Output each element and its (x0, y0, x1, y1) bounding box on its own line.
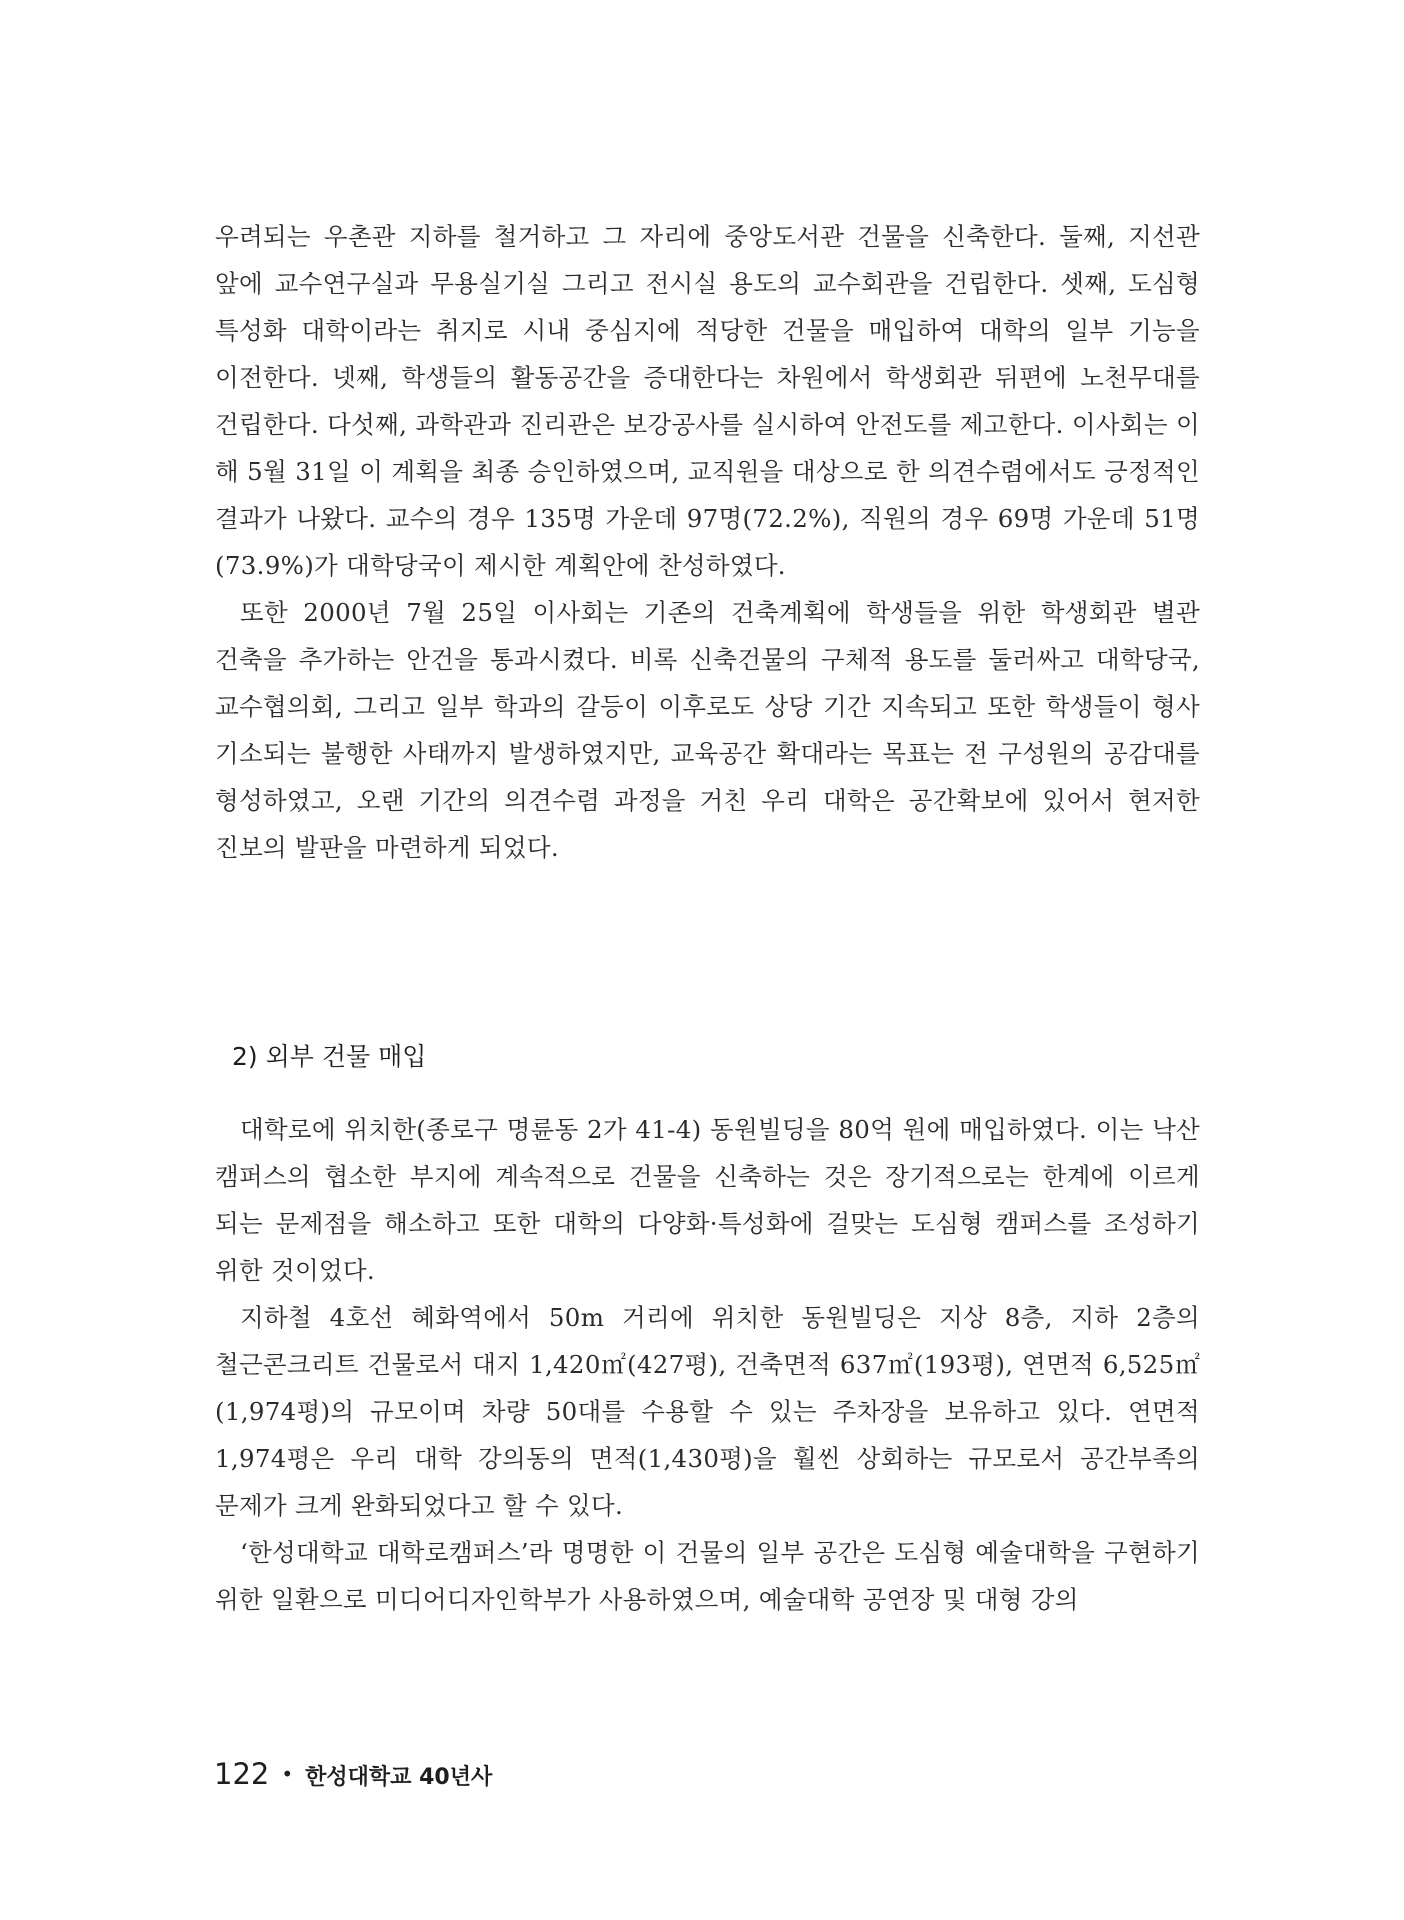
paragraph: 지하철 4호선 혜화역에서 50m 거리에 위치한 동원빌딩은 지상 8층, 지하 2층의 철근콘크리트 건물로서 대지 1,420㎡(427평), 건축면적 637㎡(193평), 연면적 6,525㎡(1,974평)의 규모이며 차량 50대를 수용할 수 있는 주차장을 보유하고 있다. 연면적 1,974평은 우리 대학 강의동의 면적(1,430평)을 훨씬 상회하는 규모로서 공간부족의 문제가 크게 완화되었다고 할 수 있다. (215, 1303, 1200, 1520)
section-heading: 2) 외부 건물 매입 (232, 1042, 427, 1071)
page-footer (214, 1757, 492, 1791)
paragraph: 또한 2000년 7월 25일 이사회는 기존의 건축계획에 학생들을 위한 학생회관 별관 건축을 추가하는 안건을 통과시켰다. 비록 신축건물의 구체적 용도를 둘러싸고 대학당국, 교수협의회, 그리고 일부 학과의 갈등이 이후로도 상당 기간 지속되고 또한 학생들이 형사 기소되는 불행한 사태까지 발생하였지만, 교육공간 확대라는 목표는 전 구성원의 공감대를 형성하였고, 오랜 기간의 의견수렴 과정을 거친 우리 대학은 공간확보에 있어서 현저한 진보의 발판을 마련하게 되었다. (215, 598, 1200, 862)
book-title: 한성대학교 40년사 (305, 1765, 493, 1790)
footer-bullet: • (281, 1762, 294, 1786)
body-text-top (215, 213, 1200, 871)
paragraph: ‘한성대학교 대학로캠퍼스’라 명명한 이 건물의 일부 공간은 도심형 예술대학을 구현하기 위한 일환으로 미디어디자인학부가 사용하였으며, 예술대학 공연장 및 대형 강의 (215, 1538, 1200, 1614)
body-text-bottom (215, 1106, 1200, 1623)
paragraph: 대학로에 위치한(종로구 명륜동 2가 41-4) 동원빌딩을 80억 원에 매입하였다. 이는 낙산 캠퍼스의 협소한 부지에 계속적으로 건물을 신축하는 것은 장기적으로는 한계에 이르게 되는 문제점을 해소하고 또한 대학의 다양화·특성화에 걸맞는 도심형 캠퍼스를 조성하기 위한 것이었다. (215, 1115, 1200, 1285)
paragraph: 우려되는 우촌관 지하를 철거하고 그 자리에 중앙도서관 건물을 신축한다. 둘째, 지선관 앞에 교수연구실과 무용실기실 그리고 전시실 용도의 교수회관을 건립한다. 셋째, 도심형 특성화 대학이라는 취지로 시내 중심지에 적당한 건물을 매입하여 대학의 일부 기능을 이전한다. 넷째, 학생들의 활동공간을 증대한다는 차원에서 학생회관 뒤편에 노천무대를 건립한다. 다섯째, 과학관과 진리관은 보강공사를 실시하여 안전도를 제고한다. 이사회는 이 해 5월 31일 이 계획을 최종 승인하였으며, 교직원을 대상으로 한 의견수렴에서도 긍정적인 결과가 나왔다. 교수의 경우 135명 가운데 97명(72.2%), 직원의 경우 69명 가운데 51명(73.9%)가 대학당국이 제시한 계획안에 찬성하였다. (215, 222, 1200, 580)
page-number: 122 (214, 1757, 270, 1791)
